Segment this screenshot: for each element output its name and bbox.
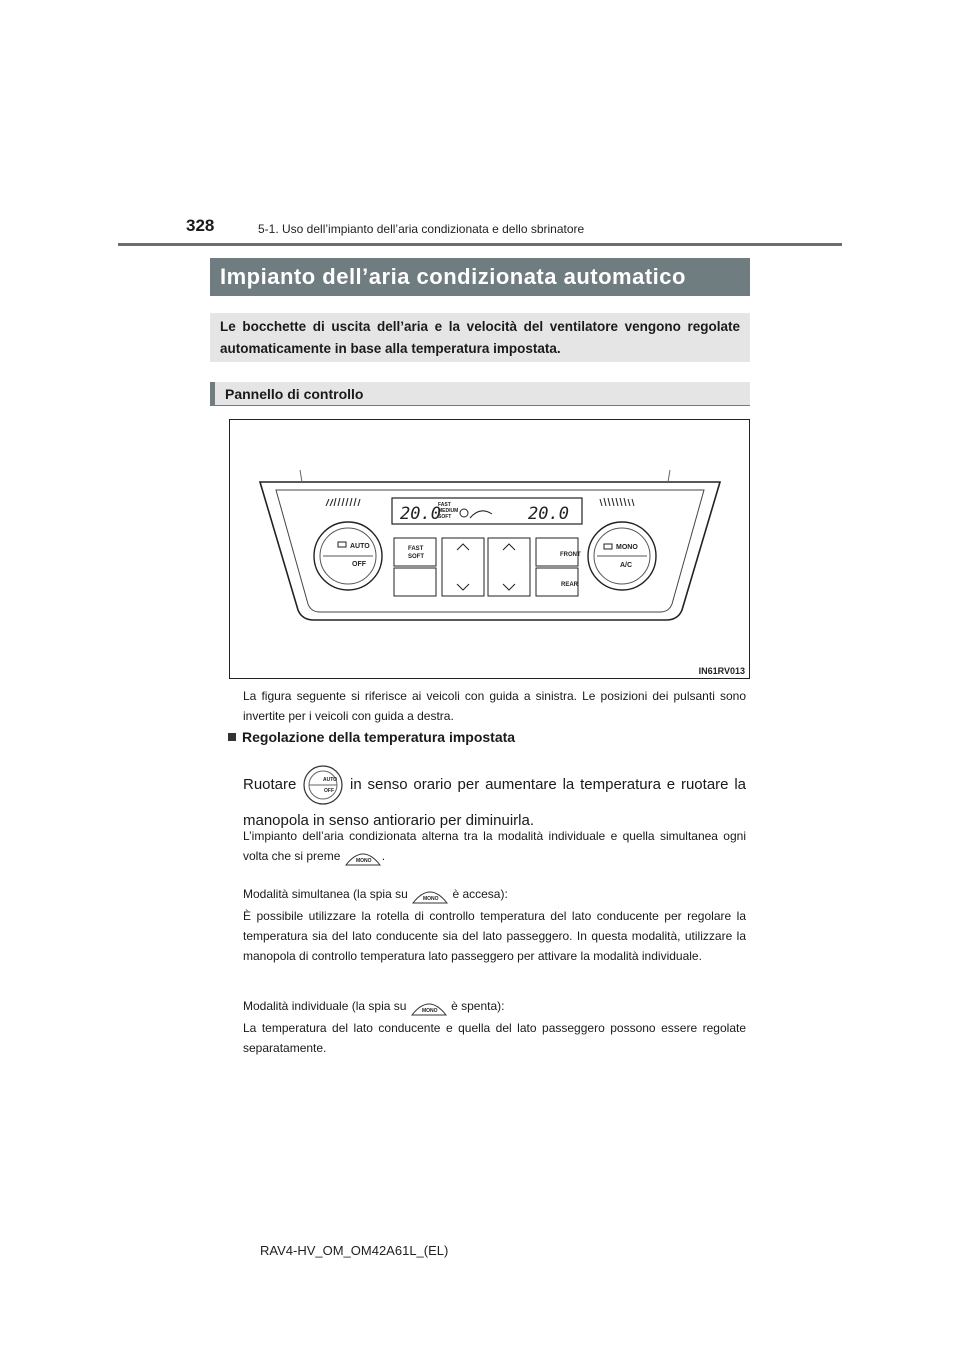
mono-button-icon	[410, 997, 448, 1017]
section-title: Impianto dell’aria condizionata automatico	[210, 258, 750, 296]
mono-button-icon	[344, 847, 382, 867]
control-panel-figure	[229, 419, 750, 679]
paragraph-individual-body: La temperatura del lato conducente e quella del lato passeggero possono essere regolate separatamente.	[243, 1021, 746, 1055]
left-temperature-knob	[314, 522, 382, 590]
svg-text:REAR: REAR	[561, 582, 579, 588]
square-bullet-icon	[228, 733, 236, 741]
svg-text:SOFT: SOFT	[438, 514, 452, 520]
svg-text:MONO: MONO	[421, 1007, 438, 1014]
intro-box: Le bocchette di uscita dell’aria e la velocità del ventilatore vengono regolate automaticamente in base alla temperatura impostata.	[210, 313, 750, 362]
svg-text:MONO: MONO	[423, 895, 439, 902]
right-temperature-knob	[588, 522, 656, 590]
header-rule	[118, 243, 842, 246]
control-panel-illustration	[230, 420, 749, 678]
svg-text:FRONT: FRONT	[560, 552, 581, 558]
display-left-temp: 20.0	[400, 504, 441, 524]
svg-text:AUTO: AUTO	[350, 543, 370, 550]
figure-caption: La figura seguente si riferisce ai veicoli con guida a sinistra. Le posizioni dei pulsanti sono invertite per i veicoli con guida a destra.	[243, 689, 746, 723]
display-right-temp: 20.0	[528, 504, 569, 524]
paragraph-simultaneous-body: È possibile utilizzare la rotella di controllo temperatura del lato conducente per regolare la temperatura sia del lato conducente sia del lato passeggero. In questa modalità, utilizzare la manopola di controllo temperatura lato passeggero per attivare la modalità individuale.	[243, 909, 746, 963]
section-heading: Regolazione della temperatura impostata	[228, 729, 515, 745]
mono-button-icon	[411, 885, 449, 905]
paragraph-rotate: Ruotare AUTO OFF in senso orario per aumentare la temperatura e ruotare la manopola in senso antiorario per diminuirla.	[243, 764, 746, 836]
subsection-title: Pannello di controllo	[210, 382, 750, 406]
svg-text:FAST: FAST	[408, 546, 424, 552]
running-head: 5-1. Uso dell’impianto dell’aria condizionata e dello sbrinatore	[258, 222, 585, 236]
svg-text:MONO: MONO	[616, 544, 638, 551]
svg-text:A/C: A/C	[620, 562, 633, 569]
svg-text:MONO: MONO	[355, 857, 372, 864]
svg-text:OFF: OFF	[324, 788, 335, 794]
auto-off-knob-icon	[302, 764, 344, 806]
paragraph-simultaneous: Modalità simultanea (la spia su MONO è accesa):	[243, 884, 746, 905]
svg-text:FAST: FAST	[438, 502, 451, 508]
figure-code: IN61RV013	[698, 666, 745, 676]
paragraph-individual: Modalità individuale (la spia su MONO è spenta):	[243, 996, 746, 1017]
svg-text:OFF: OFF	[352, 561, 366, 568]
svg-text:AUTO: AUTO	[323, 777, 338, 783]
svg-text:MEDIUM: MEDIUM	[438, 508, 459, 514]
footer-code: RAV4-HV_OM_OM42A61L_(EL)	[260, 1243, 449, 1258]
svg-text:SOFT: SOFT	[408, 554, 424, 560]
page-number: 328	[186, 216, 215, 235]
paragraph-mode-toggle: L’impianto dell’aria condizionata alterna tra la modalità individuale e quella simultanea ogni volta che si preme MONO .	[243, 826, 746, 867]
